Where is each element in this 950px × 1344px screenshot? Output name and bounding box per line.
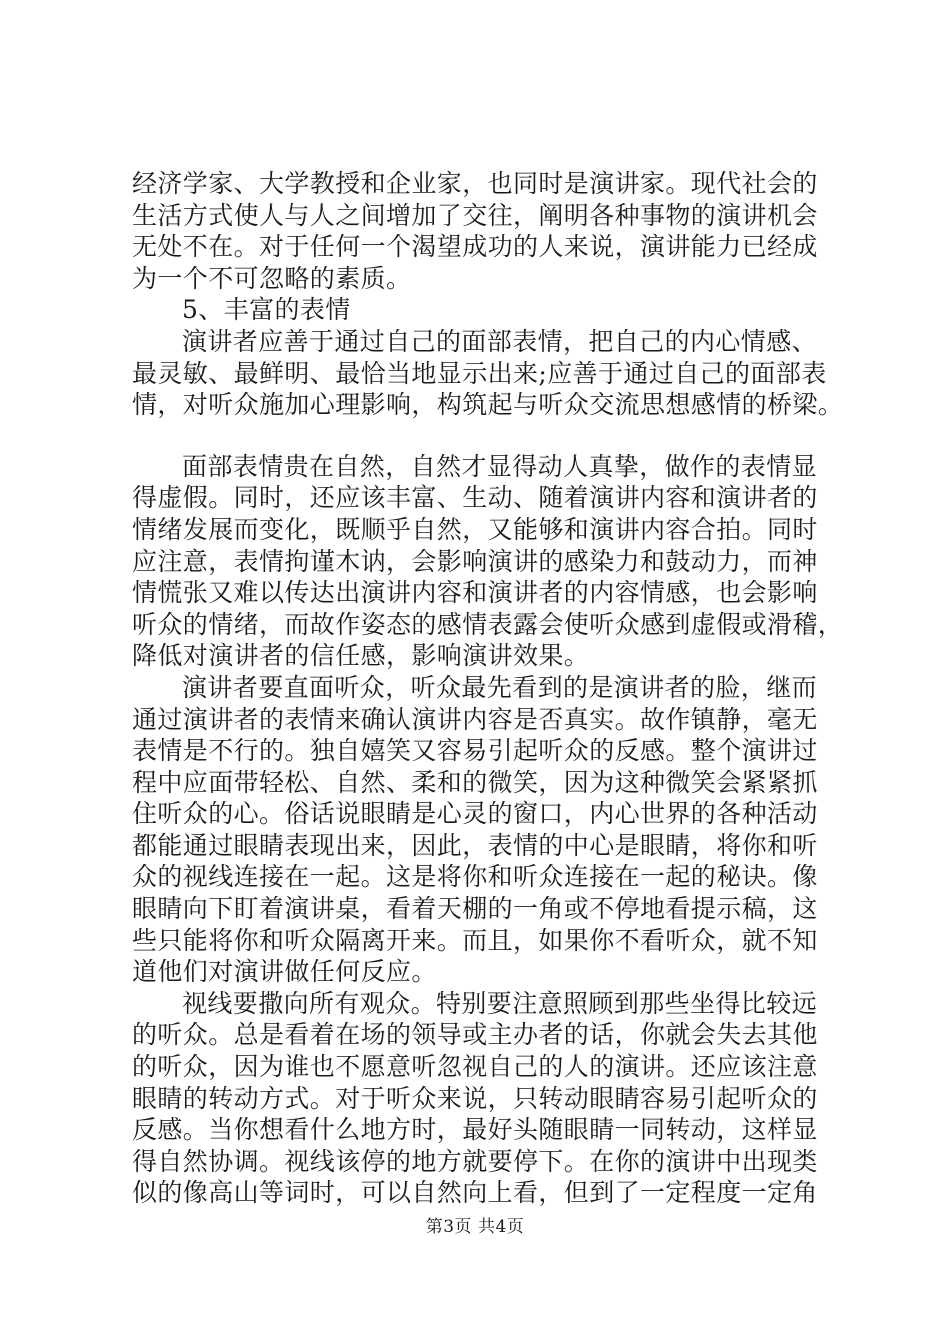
text-line: 通过演讲者的表情来确认演讲内容是否真实。故作镇静，毫无 bbox=[132, 704, 818, 734]
text-line: 演讲者应善于通过自己的面部表情，把自己的内心情感、 bbox=[182, 326, 818, 356]
paragraph bbox=[132, 294, 832, 326]
text-line: 情，对听众施加心理影响，构筑起与听众交流思想感情的桥梁。 bbox=[132, 390, 844, 420]
paragraph bbox=[132, 451, 844, 672]
text-line: 情绪发展而变化，既顺乎自然，又能够和演讲内容合拍。同时 bbox=[132, 514, 818, 544]
text-line: 面部表情贵在自然，自然才显得动人真挚，做作的表情显 bbox=[182, 451, 818, 481]
text-line: 眼睛的转动方式。对于听众来说，只转动眼睛容易引起听众的 bbox=[132, 1083, 818, 1113]
text-line: 经济学家、大学教授和企业家，也同时是演讲家。现代社会的 bbox=[132, 169, 818, 198]
paragraph bbox=[132, 326, 844, 421]
text-line: 得自然协调。视线该停的地方就要停下。在你的演讲中出现类 bbox=[132, 1146, 818, 1176]
text-line: 5、丰富的表情 bbox=[182, 295, 351, 325]
text-line: 无处不在。对于任何一个渴望成功的人来说，演讲能力已经成 bbox=[132, 232, 818, 262]
text-line: 为一个不可忽略的素质。 bbox=[132, 263, 412, 293]
text-line: 都能通过眼睛表现出来，因此，表情的中心是眼睛，将你和听 bbox=[132, 830, 818, 860]
text-line: 的听众。总是看着在场的领导或主办者的话，你就会失去其他 bbox=[132, 1020, 818, 1050]
text-line: 表情是不行的。独自嬉笑又容易引起听众的反感。整个演讲过 bbox=[132, 736, 818, 766]
page-number-label: 第3页 共4页 bbox=[425, 1217, 525, 1237]
text-line: 得虚假。同时，还应该丰富、生动、随着演讲内容和演讲者的 bbox=[132, 483, 818, 513]
text-line: 反感。当你想看什么地方时，最好头随眼睛一同转动，这样显 bbox=[132, 1115, 818, 1145]
text-line: 住听众的心。俗话说眼睛是心灵的窗口，内心世界的各种活动 bbox=[132, 799, 818, 829]
page-footer bbox=[0, 1212, 950, 1237]
text-line: 眼睛向下盯着演讲桌，看着天棚的一角或不停地看提示稿，这 bbox=[132, 894, 818, 924]
text-line: 演讲者要直面听众，听众最先看到的是演讲者的脸，继而 bbox=[182, 672, 818, 702]
paragraph-spacer bbox=[132, 421, 832, 451]
text-line: 些只能将你和听众隔离开来。而且，如果你不看听众，就不知 bbox=[132, 925, 818, 955]
text-line: 程中应面带轻松、自然、柔和的微笑，因为这种微笑会紧紧抓 bbox=[132, 767, 818, 797]
text-line: 道他们对演讲做任何反应。 bbox=[132, 957, 437, 987]
paragraph bbox=[132, 988, 832, 1209]
text-line: 降低对演讲者的信任感，影响演讲效果。 bbox=[132, 641, 590, 671]
text-line: 的听众，因为谁也不愿意听忽视自己的人的演讲。还应该注意 bbox=[132, 1052, 818, 1082]
text-line: 最灵敏、最鲜明、最恰当地显示出来;应善于通过自己的面部表 bbox=[132, 358, 827, 388]
text-line: 情慌张又难以传达出演讲内容和演讲者的内容情感，也会影响 bbox=[132, 578, 818, 608]
text-line: 听众的情绪，而故作姿态的感情表露会使听众感到虚假或滑稽， bbox=[132, 609, 844, 639]
paragraph bbox=[132, 168, 832, 294]
document-body bbox=[132, 168, 844, 1209]
text-line: 视线要撒向所有观众。特别要注意照顾到那些坐得比较远 bbox=[182, 988, 818, 1018]
text-line: 似的像高山等词时，可以自然向上看，但到了一定程度一定角 bbox=[132, 1178, 818, 1208]
text-line: 生活方式使人与人之间增加了交往，阐明各种事物的演讲机会 bbox=[132, 200, 818, 230]
paragraph bbox=[132, 672, 832, 988]
text-line: 应注意，表情拘谨木讷，会影响演讲的感染力和鼓动力，而神 bbox=[132, 546, 818, 576]
text-line: 众的视线连接在一起。这是将你和听众连接在一起的秘诀。像 bbox=[132, 862, 818, 892]
